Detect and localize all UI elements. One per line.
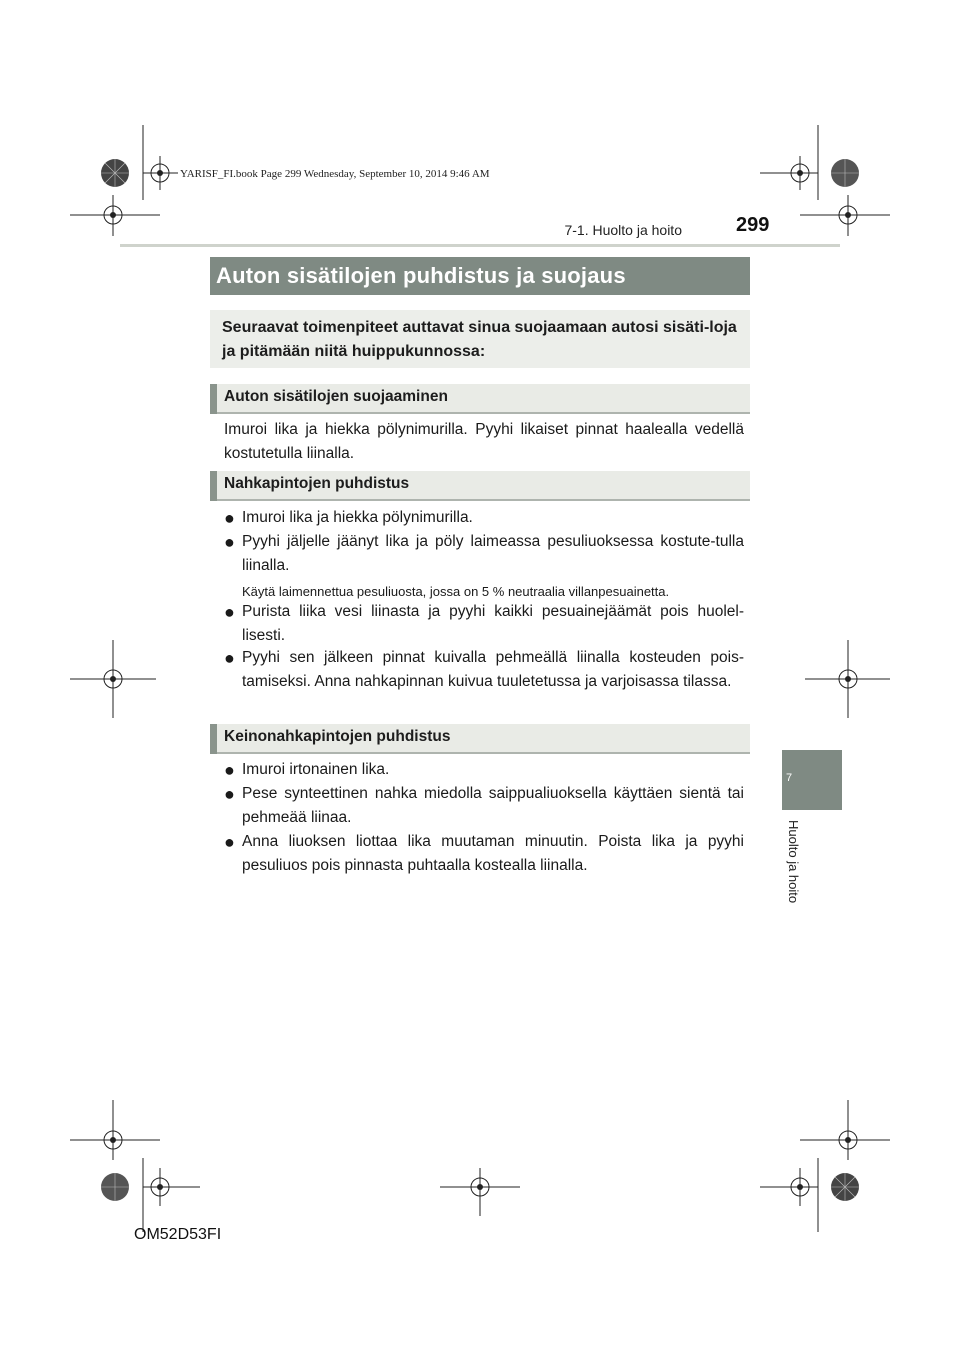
heading-bar [210, 384, 217, 414]
list-item-text: Imuroi irtonainen lika. [242, 761, 390, 778]
header-section-label: 7-1. Huolto ja hoito [564, 222, 682, 238]
note-text: Käytä laimennettua pesuliuosta, jossa on 5 % neutraalia villanpesuainetta. [242, 584, 670, 599]
book-info-line: YARISF_FI.book Page 299 Wednesday, September 10, 2014 9:46 AM [180, 168, 490, 180]
chapter-label: Huolto ja hoito [786, 820, 801, 904]
list-item-text: Imuroi lika ja hiekka pölynimurilla. [242, 509, 473, 526]
list-item [224, 830, 744, 878]
bullet-icon: ● [224, 602, 235, 622]
list-item-text: Pyyhi sen jälkeen pinnat kuivalla pehmeällä liinalla kosteuden pois-tamiseksi. Anna nahkapinnan kuivua tuuletetussa ja varjoisassa tilassa. [242, 649, 744, 690]
section-heading-text: Nahkapintojen puhdistus [224, 475, 410, 492]
list-item [224, 646, 744, 694]
list-item [224, 530, 744, 578]
section-heading-text: Auton sisätilojen suojaaminen [224, 388, 448, 405]
header-rule [120, 244, 840, 247]
bullet-icon: ● [224, 532, 235, 552]
heading-bar [210, 724, 217, 754]
section-heading-interior-protection [210, 384, 750, 414]
bullet-icon: ● [224, 760, 235, 780]
list-item [224, 782, 744, 830]
section-heading-leather-cleaning [210, 471, 750, 501]
list-item [224, 758, 744, 782]
section-heading-text: Keinonahkapintojen puhdistus [224, 728, 451, 745]
section-paragraph: Imuroi lika ja hiekka pölynimurilla. Pyyhi likaiset pinnat haalealla vedellä kostutetulla liinalla. [224, 421, 744, 462]
list-item [224, 600, 744, 648]
intro-text: Seuraavat toimenpiteet auttavat sinua suojaamaan autosi sisäti-loja ja pitämään niitä huippukunnossa: [222, 319, 737, 360]
bullet-icon: ● [224, 508, 235, 528]
bullet-icon: ● [224, 648, 235, 668]
heading-bar [210, 471, 217, 501]
list-item-text: Pyyhi jäljelle jäänyt lika ja pöly laimeassa pesuliuoksessa kostute-tulla liinalla. [242, 533, 744, 574]
chapter-number: 7 [786, 772, 793, 784]
bullet-icon: ● [224, 784, 235, 804]
page-title: Auton sisätilojen puhdistus ja suojaus [216, 263, 626, 288]
page-number: 299 [736, 214, 770, 236]
list-item-text: Pese synteettinen nahka miedolla saippualiuoksella käyttäen sientä tai pehmeää liinaa. [242, 785, 744, 826]
document-code: OM52D53FI [134, 1226, 222, 1243]
bullet-icon: ● [224, 832, 235, 852]
list-item-text: Purista liika vesi liinasta ja pyyhi kaikki pesuainejäämät pois huolel-lisesti. [242, 603, 744, 644]
section-heading-artificial-leather [210, 724, 750, 754]
list-item [224, 506, 744, 530]
list-item-text: Anna liuoksen liottaa lika muutaman minuutin. Poista lika ja pyyhi pesuliuos pois pinnasta puhtaalla kostealla liinalla. [242, 833, 744, 874]
